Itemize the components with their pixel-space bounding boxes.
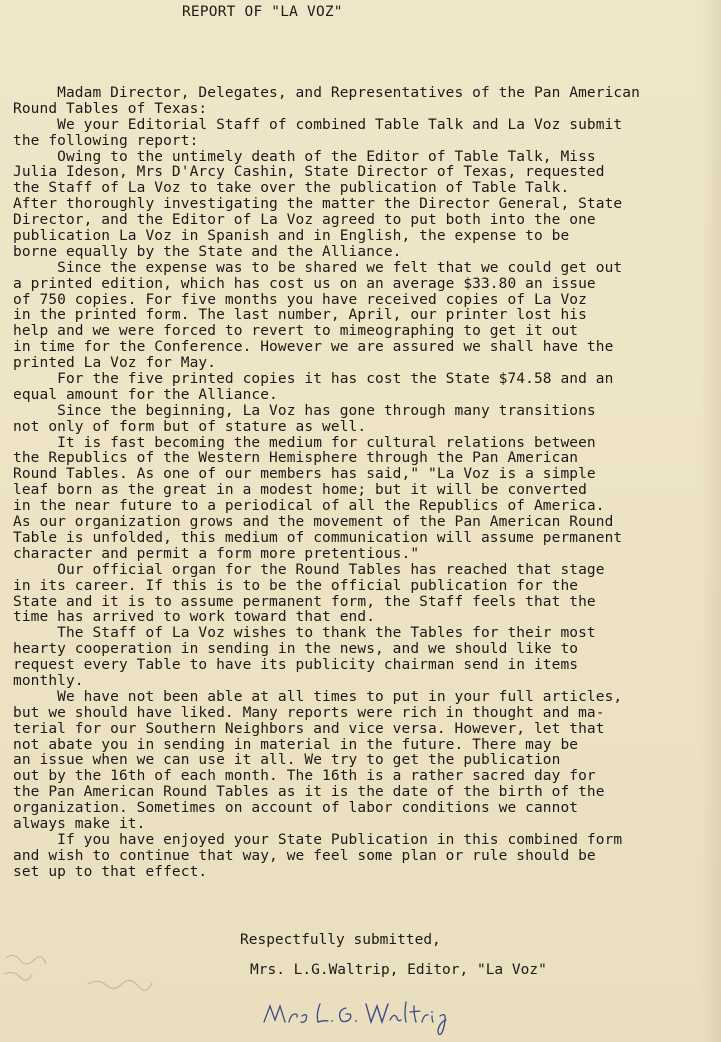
- margin-pencil-notes: [0, 940, 200, 1010]
- body-line: the Staff of La Voz to take over the publication of Table Talk.: [13, 180, 570, 197]
- body-line: Julia Ideson, Mrs D'Arcy Cashin, State Director of Texas, requested: [13, 164, 605, 181]
- body-line: The Staff of La Voz wishes to thank the Tables for their most: [13, 625, 596, 642]
- report-title: REPORT OF "LA VOZ": [182, 4, 343, 20]
- body-line: the Republics of the Western Hemisphere through the Pan American: [13, 450, 579, 467]
- body-line: Director, and the Editor of La Voz agreed to put both into the one: [13, 212, 596, 229]
- body-line: an issue when we can use it all. We try to get the publication: [13, 752, 561, 769]
- body-line: If you have enjoyed your State Publication in this combined form: [13, 831, 623, 848]
- body-line: the following report:: [13, 132, 199, 149]
- report-body: [13, 86, 718, 881]
- body-line: monthly.: [13, 672, 84, 689]
- body-line: the Pan American Round Tables as it is the date of the birth of the: [13, 784, 605, 801]
- body-line: Round Tables of Texas:: [13, 100, 208, 117]
- closing-line: Respectfully submitted,: [240, 932, 441, 948]
- body-line: time has arrived to work toward that end.: [13, 609, 376, 626]
- body-line: out by the 16th of each month. The 16th is a rather sacred day for: [13, 768, 596, 785]
- body-line: It is fast becoming the medium for cultural relations between: [13, 434, 596, 451]
- body-line: help and we were forced to revert to mimeographing to get it out: [13, 323, 579, 340]
- body-line: of 750 copies. For five months you have received copies of La Voz: [13, 291, 587, 308]
- body-line: Table is unfolded, this medium of communication will assume permanent: [13, 529, 623, 546]
- body-line: organization. Sometimes on account of labor conditions we cannot: [13, 800, 579, 817]
- body-line: in the printed form. The last number, April, our printer lost his: [13, 307, 587, 324]
- body-line: not abate you in sending in material in the future. There may be: [13, 736, 579, 753]
- body-line: We your Editorial Staff of combined Table Talk and La Voz submit: [13, 116, 623, 133]
- body-line: not only of form but of stature as well.: [13, 418, 367, 435]
- body-line: always make it.: [13, 815, 146, 832]
- body-line: set up to that effect.: [13, 863, 208, 880]
- body-line: but we should have liked. Many reports were rich in thought and ma-: [13, 704, 605, 721]
- body-line: leaf born as the great in a modest home; but it will be converted: [13, 482, 587, 499]
- body-line: Round Tables. As one of our members has said," "La Voz is a simple: [13, 466, 596, 483]
- body-line: a printed edition, which has cost us on an average $33.80 an issue: [13, 275, 596, 292]
- body-line: For the five printed copies it has cost the State $74.58 and an: [13, 371, 614, 388]
- body-line: character and permit a form more pretentious.": [13, 545, 420, 562]
- body-line: in the near future to a periodical of all the Republics of America.: [13, 498, 605, 515]
- body-line: hearty cooperation in sending in the news, and we should like to: [13, 641, 579, 658]
- body-line: request every Table to have its publicity chairman send in items: [13, 657, 579, 674]
- handwritten-signature: [262, 992, 462, 1038]
- body-line: Madam Director, Delegates, and Representatives of the Pan American: [13, 85, 640, 101]
- body-line: terial for our Southern Neighbors and vice versa. However, let that: [13, 720, 605, 737]
- body-line: printed La Voz for May.: [13, 355, 217, 372]
- body-line: We have not been able at all times to put in your full articles,: [13, 688, 623, 705]
- body-line: and wish to continue that way, we feel some plan or rule should be: [13, 847, 596, 864]
- body-line: Since the beginning, La Voz has gone through many transitions: [13, 402, 596, 419]
- body-line: As our organization grows and the movement of the Pan American Round: [13, 514, 614, 531]
- signed-by-line: Mrs. L.G.Waltrip, Editor, "La Voz": [250, 962, 547, 978]
- body-line: in time for the Conference. However we are assured we shall have the: [13, 339, 614, 356]
- body-line: State and it is to assume permanent form, the Staff feels that the: [13, 593, 596, 610]
- body-line: After thoroughly investigating the matter the Director General, State: [13, 196, 623, 213]
- body-line: borne equally by the State and the Alliance.: [13, 243, 402, 260]
- body-line: publication La Voz in Spanish and in English, the expense to be: [13, 228, 570, 245]
- body-line: Our official organ for the Round Tables has reached that stage: [13, 561, 605, 578]
- body-line: in its career. If this is to be the official publication for the: [13, 577, 579, 594]
- body-line: Since the expense was to be shared we felt that we could get out: [13, 259, 623, 276]
- body-line: Owing to the untimely death of the Editor of Table Talk, Miss: [13, 148, 596, 165]
- body-line: equal amount for the Alliance.: [13, 386, 278, 403]
